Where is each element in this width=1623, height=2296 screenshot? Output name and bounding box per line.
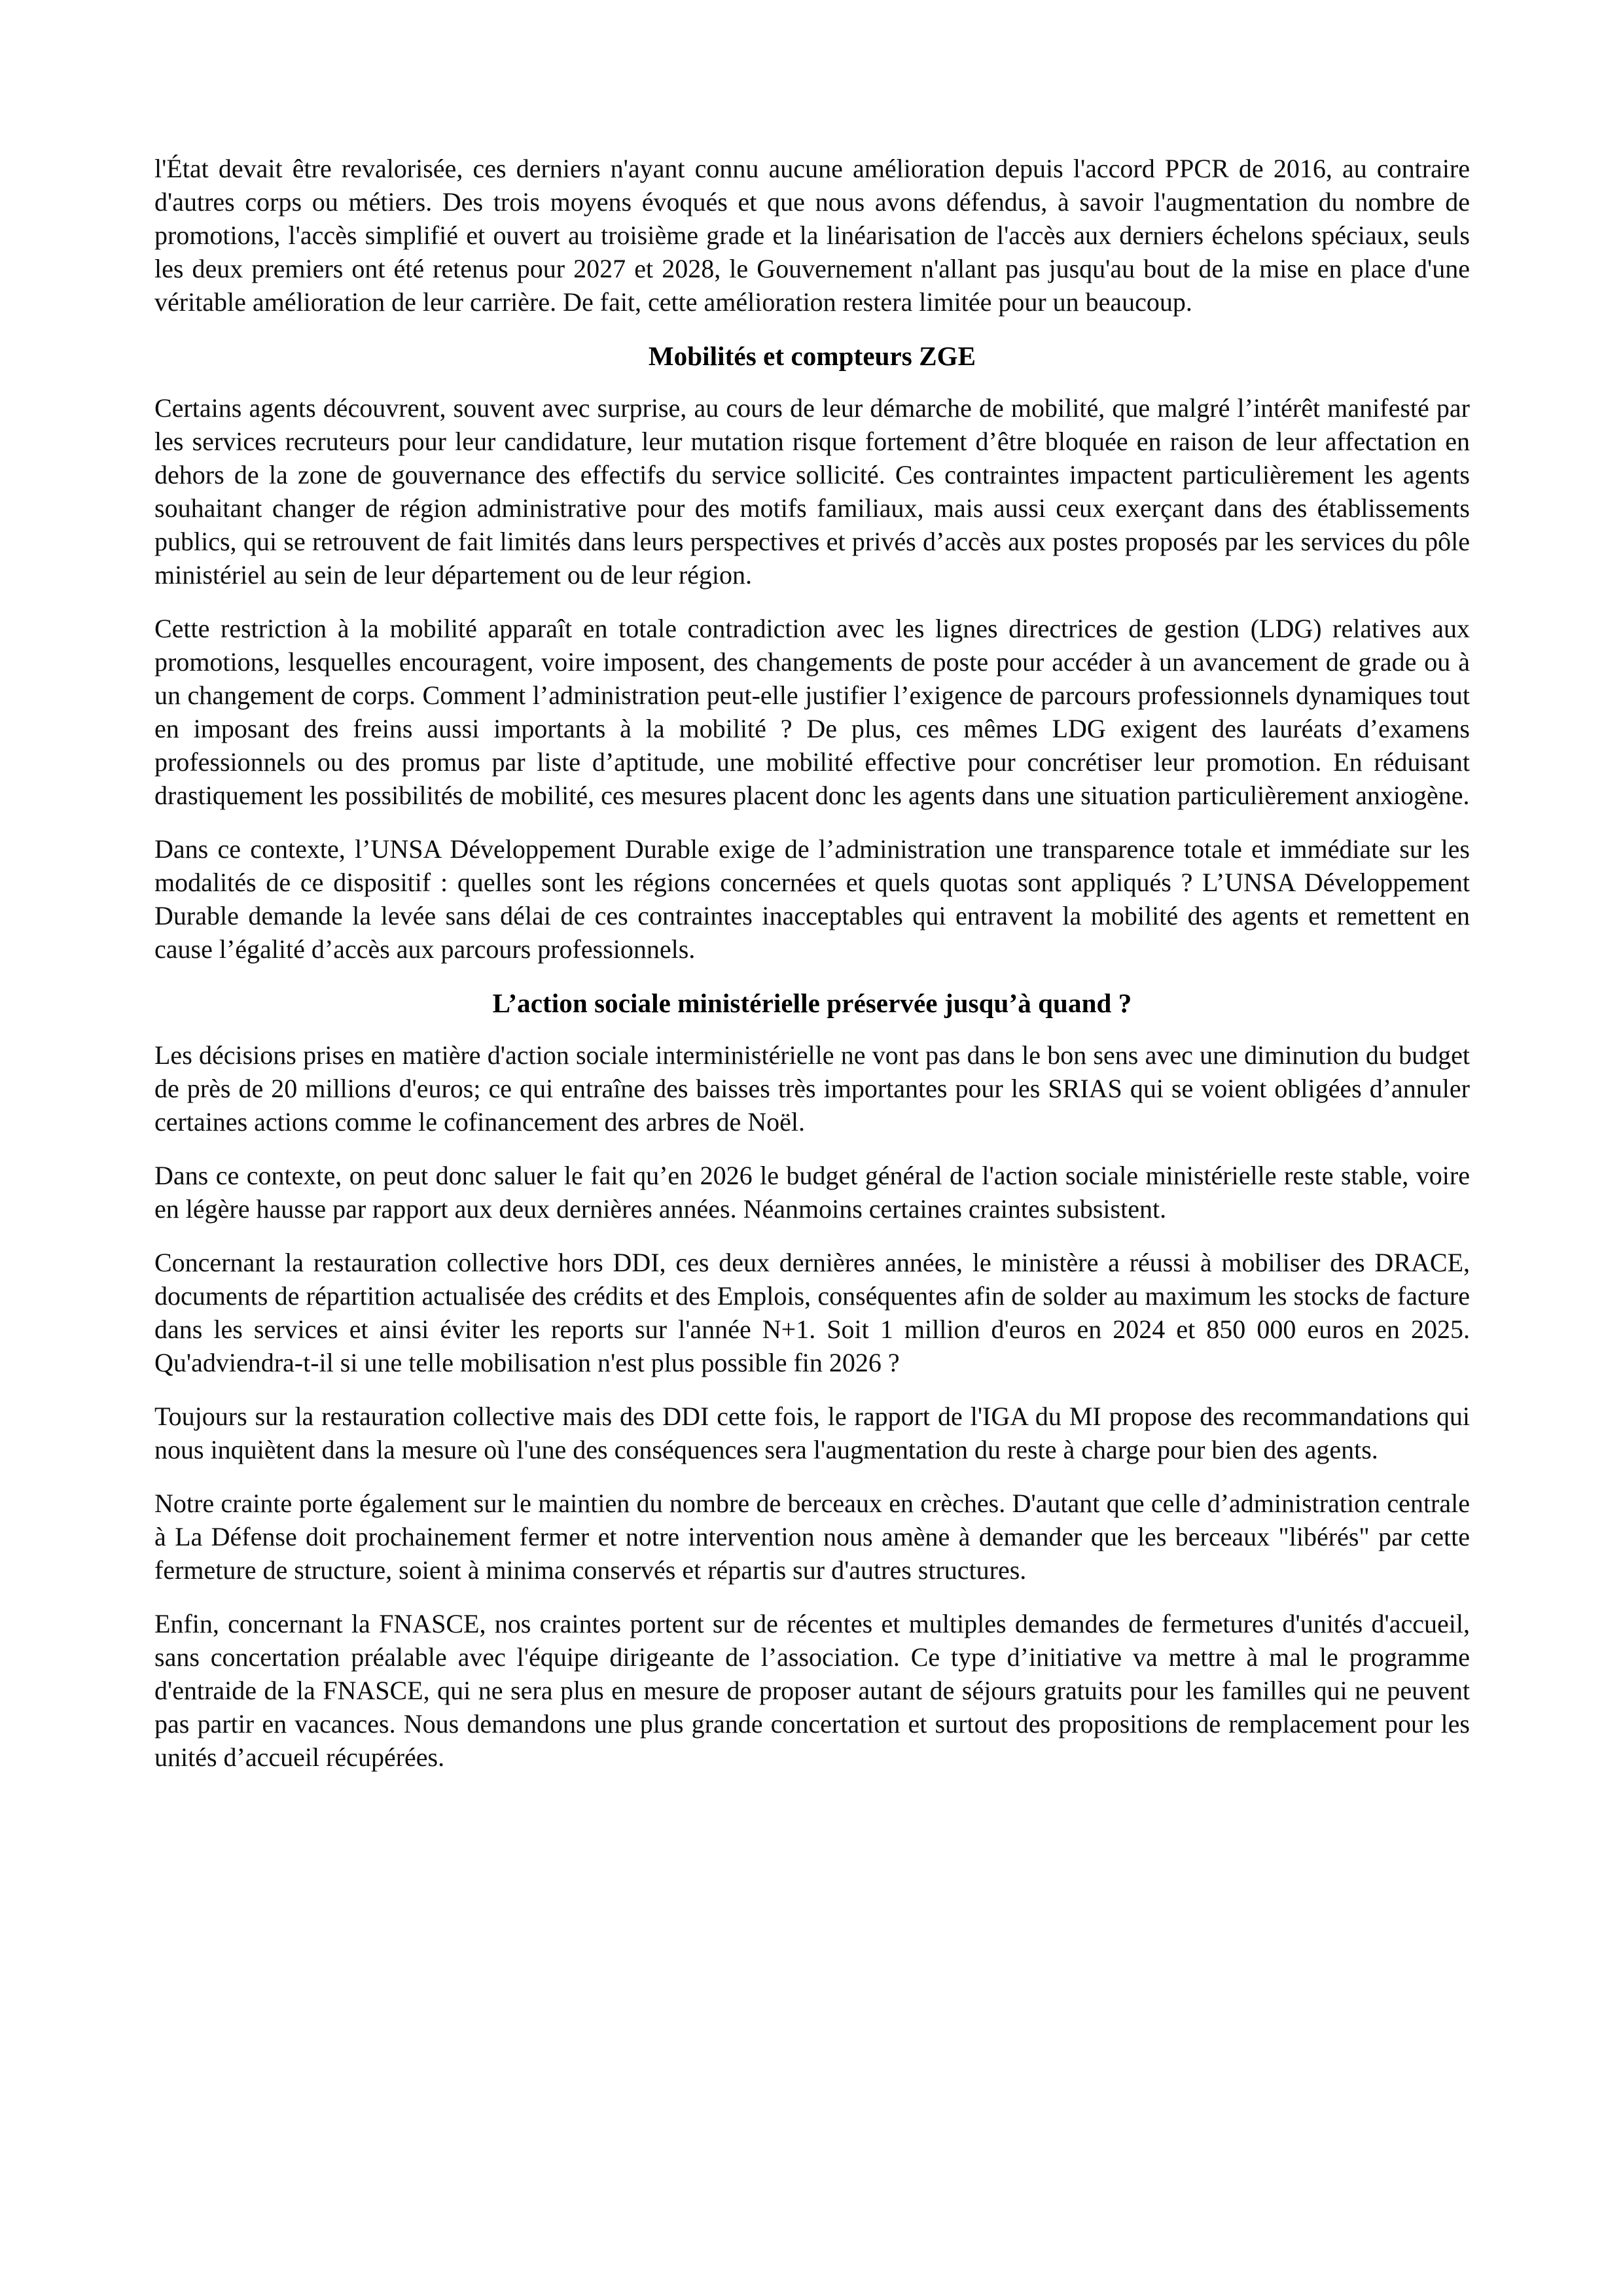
paragraph-mobilite-contraintes: Certains agents découvrent, souvent avec surprise, au cours de leur démarche de mobilité, que malgré l’intérêt manifesté par les services recruteurs pour leur candidature, leur mutation risque fortement d’être bloquée en raison de leur affectation en dehors de la zone de gouvernance des effectifs du service sollicité. Ces contraintes impactent particulièrement les agents souhaitant changer de région administrative pour des motifs familiaux, mais aussi ceux exerçant dans des établissements publics, qui se retrouvent de fait limités dans leurs perspectives et privés d’accès aux postes proposés par les services du pôle ministériel au sein de leur département ou de leur région.	[154, 393, 1470, 590]
paragraph-budget-2026: Dans ce contexte, on peut donc saluer le fait qu’en 2026 le budget général de l'action sociale ministérielle reste stable, voire en légère hausse par rapport aux deux dernières années. Néanmoins certaines craintes subsistent.	[154, 1161, 1470, 1224]
paragraph-restauration-ddi-iga: Toujours sur la restauration collective mais des DDI cette fois, le rapport de l'IGA du MI propose des recommandations qui nous inquiètent dans la mesure où l'une des conséquences sera l'augmentation du reste à charge pour bien des agents.	[154, 1402, 1470, 1464]
heading-mobilites-compteurs-zge: Mobilités et compteurs ZGE	[648, 341, 976, 371]
document-body	[154, 152, 1470, 1774]
paragraph-fnasce: Enfin, concernant la FNASCE, nos craintes portent sur de récentes et multiples demandes de fermetures d'unités d'accueil, sans concertation préalable avec l'équipe dirigeante de l’association. Ce type d’initiative va mettre à mal le programme d'entraide de la FNASCE, qui ne sera plus en mesure de proposer autant de séjours gratuits pour les familles qui ne peuvent pas partir en vacances. Nous demandons une plus grande concertation et surtout des propositions de remplacement pour les unités d’accueil récupérées.	[154, 1609, 1470, 1772]
paragraph-action-sociale-interministerielle: Les décisions prises en matière d'action sociale interministérielle ne vont pas dans le bon sens avec une diminution du budget de près de 20 millions d'euros; ce qui entraîne des baisses très importantes pour les SRIAS qui se voient obligées d’annuler certaines actions comme le cofinancement des arbres de Noël.	[154, 1040, 1470, 1137]
paragraph-berceaux-creches: Notre crainte porte également sur le maintien du nombre de berceaux en crèches. D'autant que celle d’administration centrale à La Défense doit prochainement fermer et notre intervention nous amène à demander que les berceaux "libérés" par cette fermeture de structure, soient à minima conservés et répartis sur d'autres structures.	[154, 1489, 1470, 1585]
paragraph-unsa-transparence: Dans ce contexte, l’UNSA Développement Durable exige de l’administration une transparence totale et immédiate sur les modalités de ce dispositif : quelles sont les régions concernées et quels quotas sont appliqués ? L’UNSA Développement Durable demande la levée sans délai de ces contraintes inacceptables qui entravent la mobilité des agents et remettent en cause l’égalité d’accès aux parcours professionnels.	[154, 834, 1470, 964]
paragraph-restauration-collective-drace: Concernant la restauration collective hors DDI, ces deux dernières années, le ministère a réussi à mobiliser des DRACE, documents de répartition actualisée des crédits et des Emplois, conséquentes afin de solder au maximum les stocks de facture dans les services et ainsi éviter les reports sur l'année N+1. Soit 1 million d'euros en 2024 et 850 000 euros en 2025. Qu'adviendra-t-il si une telle mobilisation n'est plus possible fin 2026 ?	[154, 1248, 1470, 1377]
paragraph-continuation-ppcr: l'État devait être revalorisée, ces derniers n'ayant connu aucune amélioration depuis l'accord PPCR de 2016, au contraire d'autres corps ou métiers. Des trois moyens évoqués et que nous avons défendus, à savoir l'augmentation du nombre de promotions, l'accès simplifié et ouvert au troisième grade et la linéarisation de l'accès aux derniers échelons spéciaux, seuls les deux premiers ont été retenus pour 2027 et 2028, le Gouvernement n'allant pas jusqu'au bout de la mise en place d'une véritable amélioration de leur carrière. De fait, cette amélioration restera limitée pour un beaucoup.	[154, 154, 1470, 317]
paragraph-restriction-ldg: Cette restriction à la mobilité apparaît en totale contradiction avec les lignes directrices de gestion (LDG) relatives aux promotions, lesquelles encouragent, voire imposent, des changements de poste pour accéder à un avancement de grade ou à un changement de corps. Comment l’administration peut-elle justifier l’exigence de parcours professionnels dynamiques tout en imposant des freins aussi importants à la mobilité ? De plus, ces mêmes LDG exigent des lauréats d’examens professionnels ou des promus par liste d’aptitude, une mobilité effective pour concrétiser leur promotion. En réduisant drastiquement les possibilités de mobilité, ces mesures placent donc les agents dans une situation particulièrement anxiogène.	[154, 614, 1470, 810]
heading-action-sociale-ministerielle: L’action sociale ministérielle préservée jusqu’à quand ?	[492, 988, 1132, 1018]
